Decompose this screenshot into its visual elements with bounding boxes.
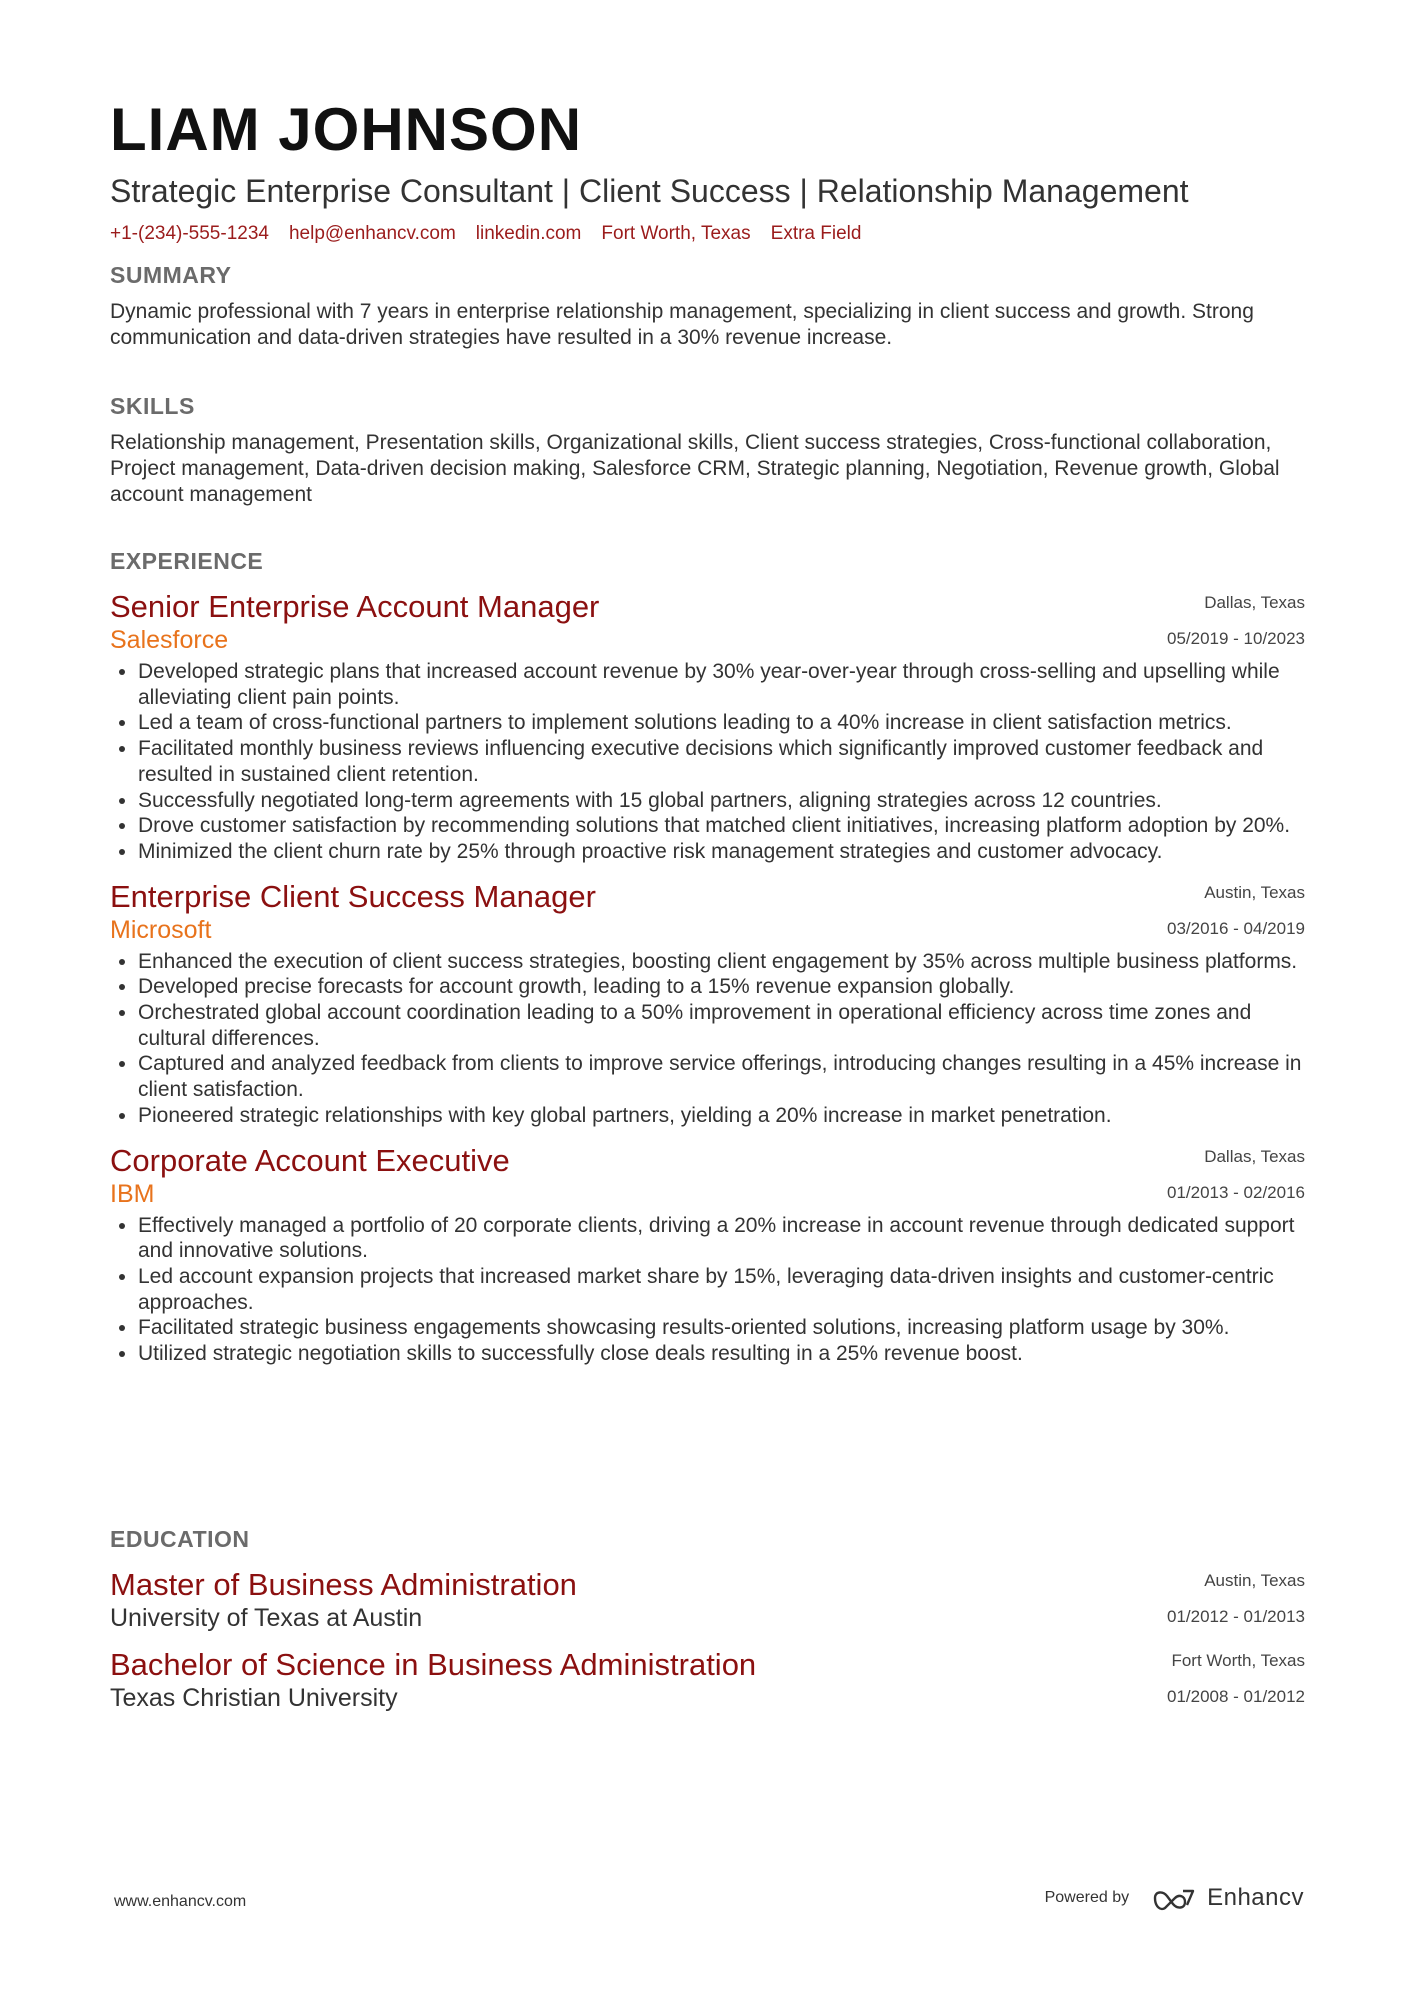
contact-bar [110, 223, 1305, 245]
skills-text: Relationship management, Presentation skills, Organizational skills, Client success strategies, Cross-functional collaboration, Project management, Data-driven decision making, Salesforce CRM, Strategic planning, Negotiation, Revenue growth, Global account management [110, 431, 1280, 506]
job-meta [1167, 1143, 1305, 1205]
job-bullets [110, 1213, 1305, 1367]
bullet-item: • Facilitated strategic business engagements showcasing results-oriented solutions, increasing platform usage by 30%. [138, 1315, 1305, 1341]
brand-name: Enhancv [1207, 1884, 1304, 1911]
bullet-item: • Orchestrated global account coordination leading to a 50% improvement in operational efficiency across time zones and cultural differences. [138, 1000, 1305, 1051]
bullet-item: • Effectively managed a portfolio of 20 corporate clients, driving a 20% increase in account revenue through dedicated support and innovative solutions. [138, 1213, 1305, 1264]
job-location: Austin, Texas [1204, 882, 1305, 902]
bullet-item: • Developed precise forecasts for account growth, leading to a 15% revenue expansion globally. [138, 974, 1305, 1000]
headline: Strategic Enterprise Consultant | Client Success | Relationship Management [110, 173, 1189, 209]
footer-website[interactable]: www.enhancv.com [114, 1893, 247, 1910]
school-name: University of Texas at Austin [110, 1604, 423, 1632]
education-meta [1167, 1567, 1305, 1629]
bullet-item: • Facilitated monthly business reviews influencing executive decisions which significantly improved customer feedback and resulted in sustained client retention. [138, 736, 1305, 787]
degree-title: Bachelor of Science in Business Administration [110, 1647, 757, 1682]
experience-entry [110, 1143, 1305, 1367]
education-meta [1167, 1647, 1305, 1709]
company-name: Microsoft [110, 915, 212, 944]
job-bullets [110, 949, 1305, 1129]
education-dates: 01/2012 - 01/2013 [1166, 1607, 1305, 1626]
section-title-summary: SUMMARY [110, 262, 232, 288]
contact-extra-field: Extra Field [770, 223, 862, 245]
summary-section [110, 262, 1305, 351]
bullet-item: • Pioneered strategic relationships with key global partners, yielding a 20% increase in market penetration. [138, 1103, 1305, 1129]
experience-section [110, 548, 1305, 1367]
bullet-item: • Utilized strategic negotiation skills to successfully close deals resulting in a 25% revenue boost. [138, 1341, 1305, 1367]
bullet-item: • Led a team of cross-functional partners to implement solutions leading to a 40% increase in client satisfaction metrics. [138, 710, 1305, 736]
section-title-experience: EXPERIENCE [110, 548, 264, 574]
job-dates: 01/2013 - 02/2016 [1166, 1182, 1305, 1202]
company-name: IBM [110, 1179, 155, 1208]
education-dates: 01/2008 - 01/2012 [1166, 1687, 1305, 1706]
job-bullets [110, 659, 1305, 865]
degree-title: Master of Business Administration [110, 1567, 577, 1602]
section-title-skills: SKILLS [110, 393, 195, 419]
bullet-item: • Captured and analyzed feedback from clients to improve service offerings, introducing changes resulting in a 45% increase in client satisfaction. [138, 1051, 1305, 1102]
contact-linkedin[interactable]: linkedin.com [475, 223, 582, 245]
summary-text: Dynamic professional with 7 years in enterprise relationship management, specializing in client success and growth. Strong communication and data-driven strategies have resulted in a 30% revenue increase. [110, 300, 1254, 349]
company-name: Salesforce [110, 626, 229, 654]
brand-logo[interactable] [1151, 1884, 1304, 1912]
powered-by-label: Powered by [1044, 1889, 1130, 1906]
section-title-education: EDUCATION [110, 1526, 250, 1552]
education-entry [110, 1647, 1305, 1713]
bullet-item: • Drove customer satisfaction by recommending solutions that matched client initiatives, increasing platform adoption by 20%. [138, 813, 1305, 839]
school-name: Texas Christian University [110, 1684, 398, 1712]
experience-entry [110, 589, 1305, 865]
job-dates: 05/2019 - 10/2023 [1166, 629, 1305, 648]
job-title: Enterprise Client Success Manager [110, 878, 596, 914]
bullet-item: • Led account expansion projects that increased market share by 15%, leveraging data-driven insights and customer-centric approaches. [138, 1264, 1305, 1315]
bullet-item: • Successfully negotiated long-term agreements with 15 global partners, aligning strategies across 12 countries. [138, 788, 1305, 814]
resume-page [110, 96, 1305, 1712]
job-title: Senior Enterprise Account Manager [110, 589, 600, 624]
bullet-item: • Developed strategic plans that increased account revenue by 30% year-over-year through cross-selling and upselling while alleviating client pain points. [138, 659, 1305, 710]
enhancv-logo-icon [1151, 1885, 1197, 1911]
skills-section [110, 393, 1305, 508]
job-location: Dallas, Texas [1204, 1146, 1305, 1166]
education-entry [110, 1567, 1305, 1633]
job-title: Corporate Account Executive [110, 1142, 510, 1178]
education-location: Austin, Texas [1204, 1571, 1305, 1590]
bullet-item: • Enhanced the execution of client success strategies, boosting client engagement by 35% across multiple business platforms. [138, 949, 1305, 975]
education-location: Fort Worth, Texas [1171, 1651, 1305, 1670]
footer-branding [1045, 1884, 1304, 1912]
contact-phone[interactable]: +1-(234)-555-1234 [110, 223, 269, 245]
experience-entry [110, 879, 1305, 1129]
job-location: Dallas, Texas [1204, 593, 1305, 612]
candidate-name: LIAM JOHNSON [110, 96, 583, 163]
bullet-item: • Minimized the client churn rate by 25% through proactive risk management strategies and customer advocacy. [138, 839, 1305, 865]
education-section [110, 1526, 1305, 1713]
contact-location: Fort Worth, Texas [601, 223, 751, 245]
job-meta [1167, 879, 1305, 941]
contact-email[interactable]: help@enhancv.com [288, 223, 456, 245]
job-meta [1167, 589, 1305, 651]
job-dates: 03/2016 - 04/2019 [1166, 918, 1305, 938]
